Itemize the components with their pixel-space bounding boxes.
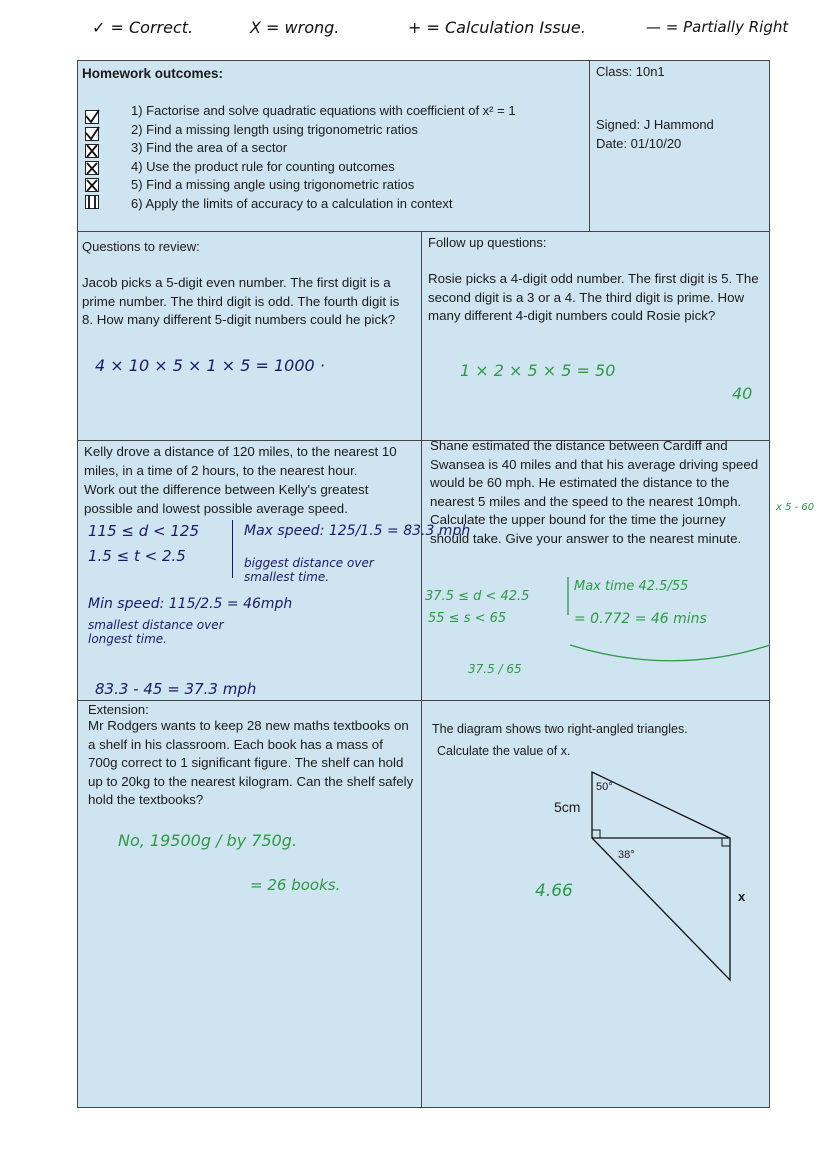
- work-divider: [232, 520, 233, 578]
- extension-q1-answer: = 26 books.: [250, 876, 341, 894]
- side-x: x: [738, 889, 746, 904]
- extension-q1-work: No, 19500g / by 750g.: [118, 831, 298, 850]
- review-q2-work-max: Max speed: 125/1.5 = 83.3 mph: [244, 523, 471, 539]
- outcome-item: 5) Find a missing angle using trigonometric ratios: [131, 177, 415, 192]
- key-wrong: X = wrong.: [250, 18, 340, 37]
- followup-question-2: Shane estimated the distance between Cardiff and Swansea is 40 miles and that his average driving speed would be 60 mph. He estimated the distance to the nearest 5 miles and the speed to the nearest 10mph. Calculate the upper bound for the time the journey should take. Give your answer to the nearest minute.: [430, 438, 759, 546]
- extension-q2-work: 4.66: [535, 881, 573, 901]
- review-q2-answer: 83.3 - 45 = 37.3 mph: [95, 680, 257, 698]
- review-q1-working: 4 × 10 × 5 × 1 × 5 = 1000 ·: [95, 356, 325, 375]
- review-title: Questions to review:: [82, 239, 200, 254]
- review-question-2a: Kelly drove a distance of 120 miles, to the nearest 10 miles, in a time of 2 hours, to the nearest hour.: [84, 444, 397, 478]
- outcome-item: 2) Find a missing length using trigonometric ratios: [131, 121, 418, 137]
- green-annotation-lines: [560, 575, 780, 685]
- handwritten-check-marks: [85, 108, 111, 214]
- extension-title: Extension:: [88, 702, 149, 717]
- outcome-item: 3) Find the area of a sector: [131, 140, 288, 155]
- key-correct: ✓ = Correct.: [92, 18, 194, 37]
- review-question-2b: Work out the difference between Kelly's greatest possible and lowest possible average speed.: [84, 482, 369, 516]
- outcomes-title: Homework outcomes:: [82, 66, 224, 81]
- followup-q2-work-max: Max time 42.5/55: [574, 579, 689, 594]
- followup-q2-work-distance: 37.5 ≤ d < 42.5: [425, 589, 530, 604]
- review-q2-work-distance: 115 ≤ d < 125: [88, 522, 199, 540]
- angle-38: 38°: [618, 849, 635, 861]
- date-label: Date: 01/10/20: [596, 136, 682, 151]
- followup-title: Follow up questions:: [428, 235, 547, 250]
- signed-label: Signed: J Hammond: [596, 117, 714, 132]
- key-calc: + = Calculation Issue.: [408, 18, 586, 37]
- class-label: Class: 10n1: [596, 64, 665, 79]
- followup-question-1: Rosie picks a 4-digit odd number. The first digit is 5. The second digit is a 3 or a 4. The third digit is prime. How many different 4-digit numbers could Rosie pick?: [428, 271, 759, 323]
- side-5cm: 5cm: [554, 799, 581, 815]
- review-q2-work-min: Min speed: 115/2.5 = 46mph: [88, 596, 293, 612]
- extension-question-2a: The diagram shows two right-angled triangles.: [432, 722, 688, 736]
- margin-note: x 5 - 60: [776, 502, 815, 513]
- review-q2-work-time: 1.5 ≤ t < 2.5: [88, 547, 186, 565]
- followup-q1-working: 1 × 2 × 5 × 5 = 50: [460, 361, 616, 380]
- key-partial: — = Partially Right: [646, 18, 789, 36]
- triangle-diagram: [580, 770, 770, 990]
- followup-q2-work-speed: 55 ≤ s < 65: [428, 611, 507, 626]
- angle-50: 50°: [596, 781, 613, 793]
- review-q2-work-note2: smallest distance over longest time.: [88, 618, 224, 646]
- extension-question-2b: Calculate the value of x.: [437, 744, 571, 758]
- outcome-item: 6) Apply the limits of accuracy to a calculation in context: [131, 195, 453, 211]
- followup-q2-work-result: = 0.772 = 46 mins: [574, 611, 707, 627]
- extension-question-1: Mr Rodgers wants to keep 28 new maths textbooks on a shelf in his classroom. Each book has a mass of 700g correct to 1 significant figure. The shelf can hold up to 20kg to the nearest kilogram. Can the shelf safely hold the textbooks?: [88, 718, 414, 807]
- followup-q1-correction: 40: [732, 384, 753, 403]
- review-q2-work-note1: biggest distance over smallest time.: [244, 556, 374, 584]
- outcome-item: 4) Use the product rule for counting outcomes: [131, 158, 395, 174]
- outcome-item: 1) Factorise and solve quadratic equations with coefficient of x² = 1: [131, 103, 516, 118]
- followup-q2-work-crossed: 37.5 / 65: [468, 662, 522, 676]
- outcomes-list: [131, 102, 516, 213]
- review-question-1: Jacob picks a 5-digit even number. The first digit is a prime number. The third digit is odd. The fourth digit is 8. How many different 5-digit numbers could he pick?: [82, 275, 400, 327]
